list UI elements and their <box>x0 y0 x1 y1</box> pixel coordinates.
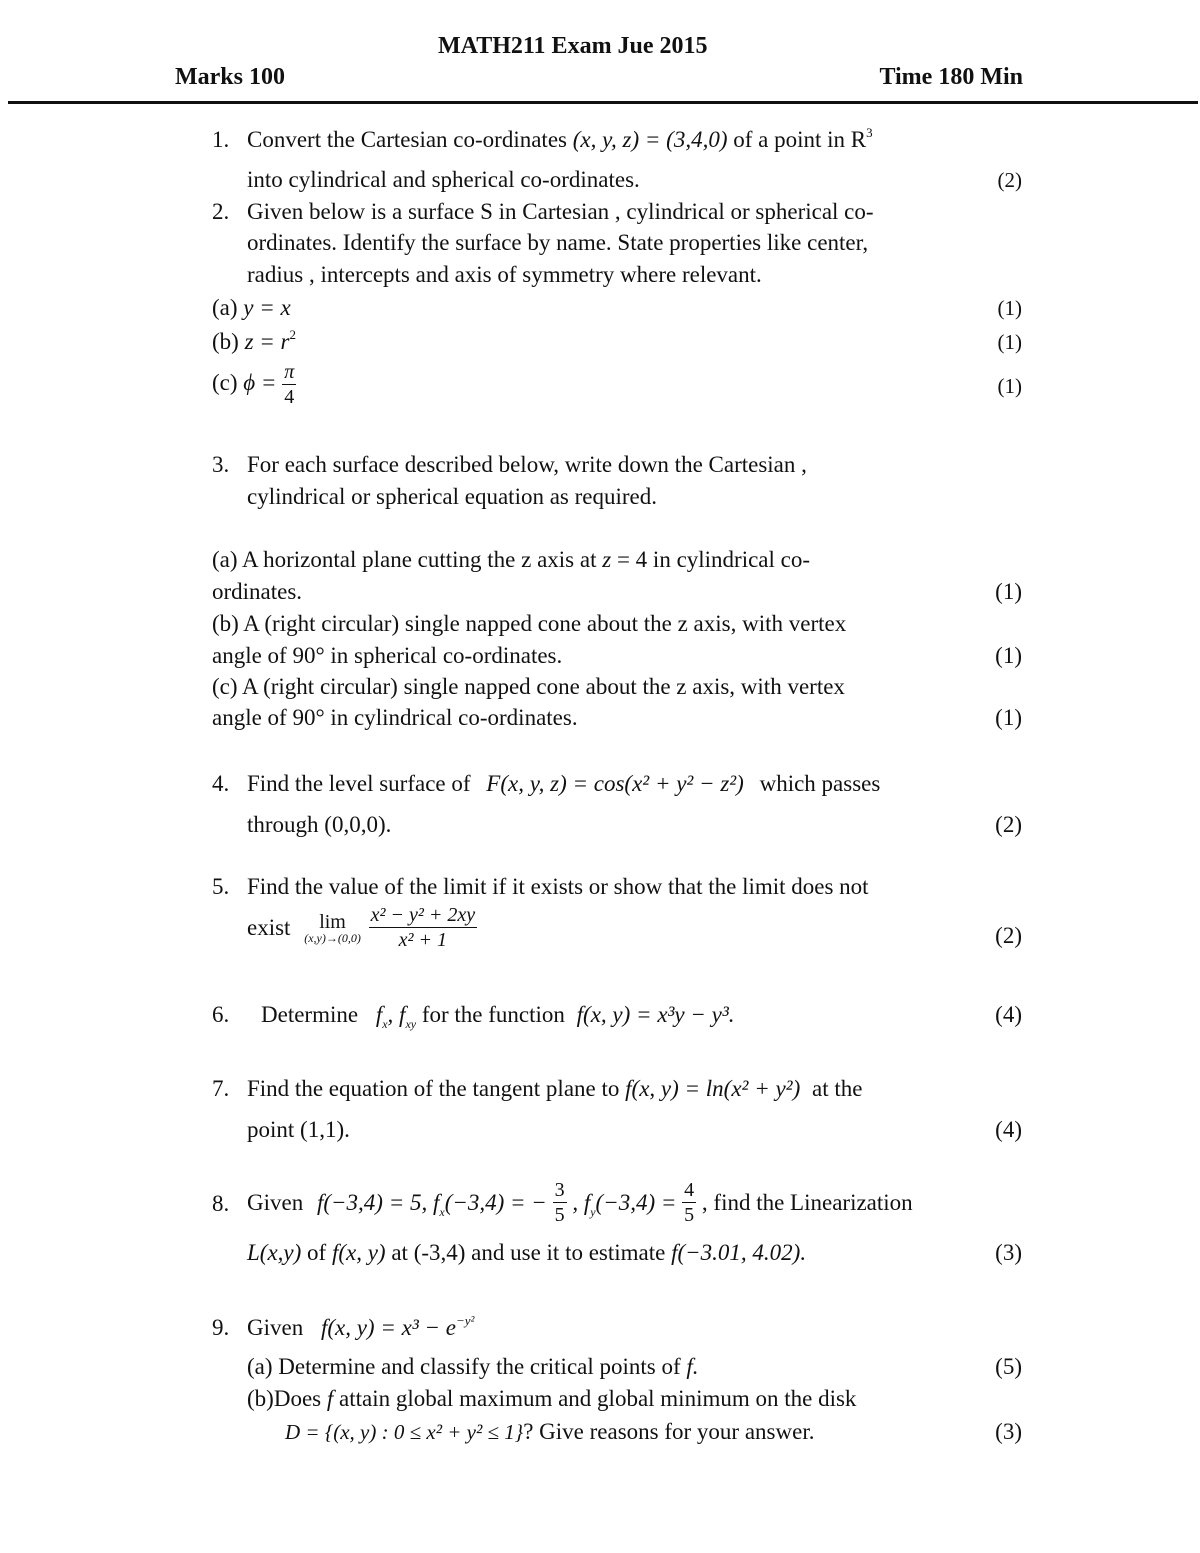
question-text: into cylindrical and spherical co-ordinates. <box>247 167 640 192</box>
part-text: Determine and classify the critical points of <box>278 1354 681 1379</box>
question-number: 7. <box>212 1076 230 1101</box>
part-c <box>212 362 296 407</box>
question-number: 5. <box>212 874 230 899</box>
question-marks: (2) <box>995 923 1022 948</box>
fraction <box>282 362 296 407</box>
question-text: cylindrical or spherical equation as required. <box>247 484 658 509</box>
math-expression: y = x <box>243 295 291 320</box>
part-marks: (1) <box>995 705 1022 730</box>
header-divider <box>8 101 1198 104</box>
fraction <box>682 1180 696 1225</box>
limit-subscript: (x,y)→(0,0) <box>304 930 361 945</box>
question-marks: (3) <box>995 1240 1022 1265</box>
part-text: angle of 90° in cylindrical co-ordinates. <box>212 705 578 730</box>
math-variable: z <box>602 547 612 572</box>
part-text: (a) A horizontal plane cutting the z axis at <box>212 547 597 572</box>
question-text: at the <box>811 1076 863 1101</box>
superscript: 3 <box>866 125 873 140</box>
question-text: for the function <box>421 1002 565 1027</box>
question-text: through (0,0,0). <box>247 812 392 837</box>
math-expression: f(−3,4) = 5, $f_x(-3,4)$ = − <box>316 1190 547 1219</box>
math-expression: z = r <box>244 329 290 354</box>
limit-label: lim <box>319 910 346 933</box>
question-number: 9. <box>212 1315 230 1340</box>
question-text: Convert the Cartesian co-ordinates <box>247 127 567 152</box>
math-expression: f(x, y) = x³y − y³. <box>576 1002 735 1027</box>
question-text: , find the Linearization <box>701 1190 913 1215</box>
question-number: 2. <box>212 199 230 224</box>
part-marks: (3) <box>995 1419 1022 1444</box>
question-number: 4. <box>212 771 230 796</box>
math-expression: (x, y, z) = (3,4,0) <box>572 127 728 152</box>
part-marks: (1) <box>997 296 1022 320</box>
question-number: 3. <box>212 452 230 477</box>
question-text: Given below is a surface S in Cartesian , cylindrical or spherical co- <box>247 199 874 224</box>
question-text: radius , intercepts and axis of symmetry where relevant. <box>247 262 762 287</box>
question-text: at (-3,4) and use it to estimate <box>391 1240 666 1265</box>
part-text: = 4 in cylindrical co- <box>616 547 811 572</box>
math-variable: f <box>326 1386 334 1411</box>
part-label: (b) <box>212 329 239 354</box>
math-variable: f. <box>686 1354 699 1379</box>
part-marks: (1) <box>997 374 1022 398</box>
question-number: 8. <box>212 1191 230 1216</box>
limit-operator <box>304 912 361 944</box>
fraction-denominator: x² + 1 <box>398 929 448 951</box>
part-label: (c) <box>212 369 238 395</box>
question-marks: (4) <box>995 1002 1022 1027</box>
fraction-denominator: 5 <box>684 1204 695 1226</box>
part-marks: (1) <box>997 330 1022 354</box>
math-expression: f(x, y) = x³ − e <box>320 1315 456 1340</box>
part-text: ordinates. <box>212 579 303 604</box>
part-b <box>212 327 296 354</box>
question-number: 1. <box>212 127 230 152</box>
question-text: Find the equation of the tangent plane to <box>247 1076 620 1101</box>
part-text: (c) A (right circular) single napped cone about the z axis, with vertex <box>212 674 845 699</box>
question-text: ordinates. Identify the surface by name. State properties like center, <box>247 230 869 255</box>
question-marks: (2) <box>997 168 1022 192</box>
exponent: −y² <box>455 1313 475 1328</box>
part-a <box>212 548 810 571</box>
fraction-denominator: 4 <box>284 386 295 408</box>
fraction-numerator: 3 <box>554 1179 565 1201</box>
part-text: ? Give reasons for your answer. <box>523 1419 815 1444</box>
fraction-denominator: 5 <box>554 1204 565 1226</box>
question-text: Determine <box>261 1002 359 1027</box>
fraction <box>369 905 478 950</box>
part-a <box>247 1355 699 1378</box>
question-text: of a point in R <box>733 127 867 152</box>
fraction-numerator: π <box>284 361 295 383</box>
math-expression: f(−3.01, 4.02). <box>671 1240 807 1265</box>
part-text: angle of 90° in spherical co-ordinates. <box>212 643 563 668</box>
math-expression: f(x, y) <box>331 1240 386 1265</box>
question-text: which passes <box>759 771 881 796</box>
exam-title: MATH211 Exam Jue 2015 <box>438 33 708 59</box>
math-expression: F(x, y, z) = cos(x² + y² − z²) <box>486 771 744 796</box>
part-marks: (1) <box>995 643 1022 668</box>
fraction <box>553 1180 567 1225</box>
question-text: Given <box>247 1315 304 1340</box>
part-text: Does <box>273 1386 322 1411</box>
math-expression: L(x,y) <box>247 1240 302 1265</box>
total-marks: Marks 100 <box>175 64 285 90</box>
part-label: (a) <box>212 295 238 320</box>
question-marks: (4) <box>995 1117 1022 1142</box>
math-expression: , $f_y(-3,4)$ = <box>572 1190 677 1219</box>
question-text: Given <box>247 1190 304 1215</box>
question-marks: (2) <box>995 812 1022 837</box>
math-expression: D = {(x, y) : 0 ≤ x² + y² ≤ 1} <box>285 1420 524 1444</box>
math-expression: ϕ = <box>243 369 277 395</box>
part-b <box>247 1387 856 1410</box>
question-text: exist <box>247 915 291 940</box>
part-marks: (5) <box>995 1354 1022 1379</box>
part-label: (a) <box>247 1354 273 1379</box>
math-expression: f(x, y) = ln(x² + y²) <box>625 1076 801 1101</box>
fraction-numerator: x² − y² + 2xy <box>370 904 476 926</box>
part-a <box>212 296 291 319</box>
question-text: point (1,1). <box>247 1117 350 1142</box>
question-text: of <box>307 1240 327 1265</box>
question-number: 6. <box>212 1002 230 1027</box>
part-marks: (1) <box>995 579 1022 604</box>
question-text: Find the value of the limit if it exists or show that the limit does not <box>247 874 869 899</box>
fraction-numerator: 4 <box>684 1179 695 1201</box>
time-limit: Time 180 Min <box>879 64 1023 90</box>
superscript: 2 <box>289 327 296 342</box>
question-text: For each surface described below, write down the Cartesian , <box>247 452 807 477</box>
part-label: (b) <box>247 1386 274 1411</box>
math-expression: $f_x$, $f_{xy}$ <box>375 1002 417 1031</box>
part-text: attain global maximum and global minimum on the disk <box>339 1386 857 1411</box>
question-text: Find the level surface of <box>247 771 471 796</box>
part-text: (b) A (right circular) single napped cone about the z axis, with vertex <box>212 611 847 636</box>
